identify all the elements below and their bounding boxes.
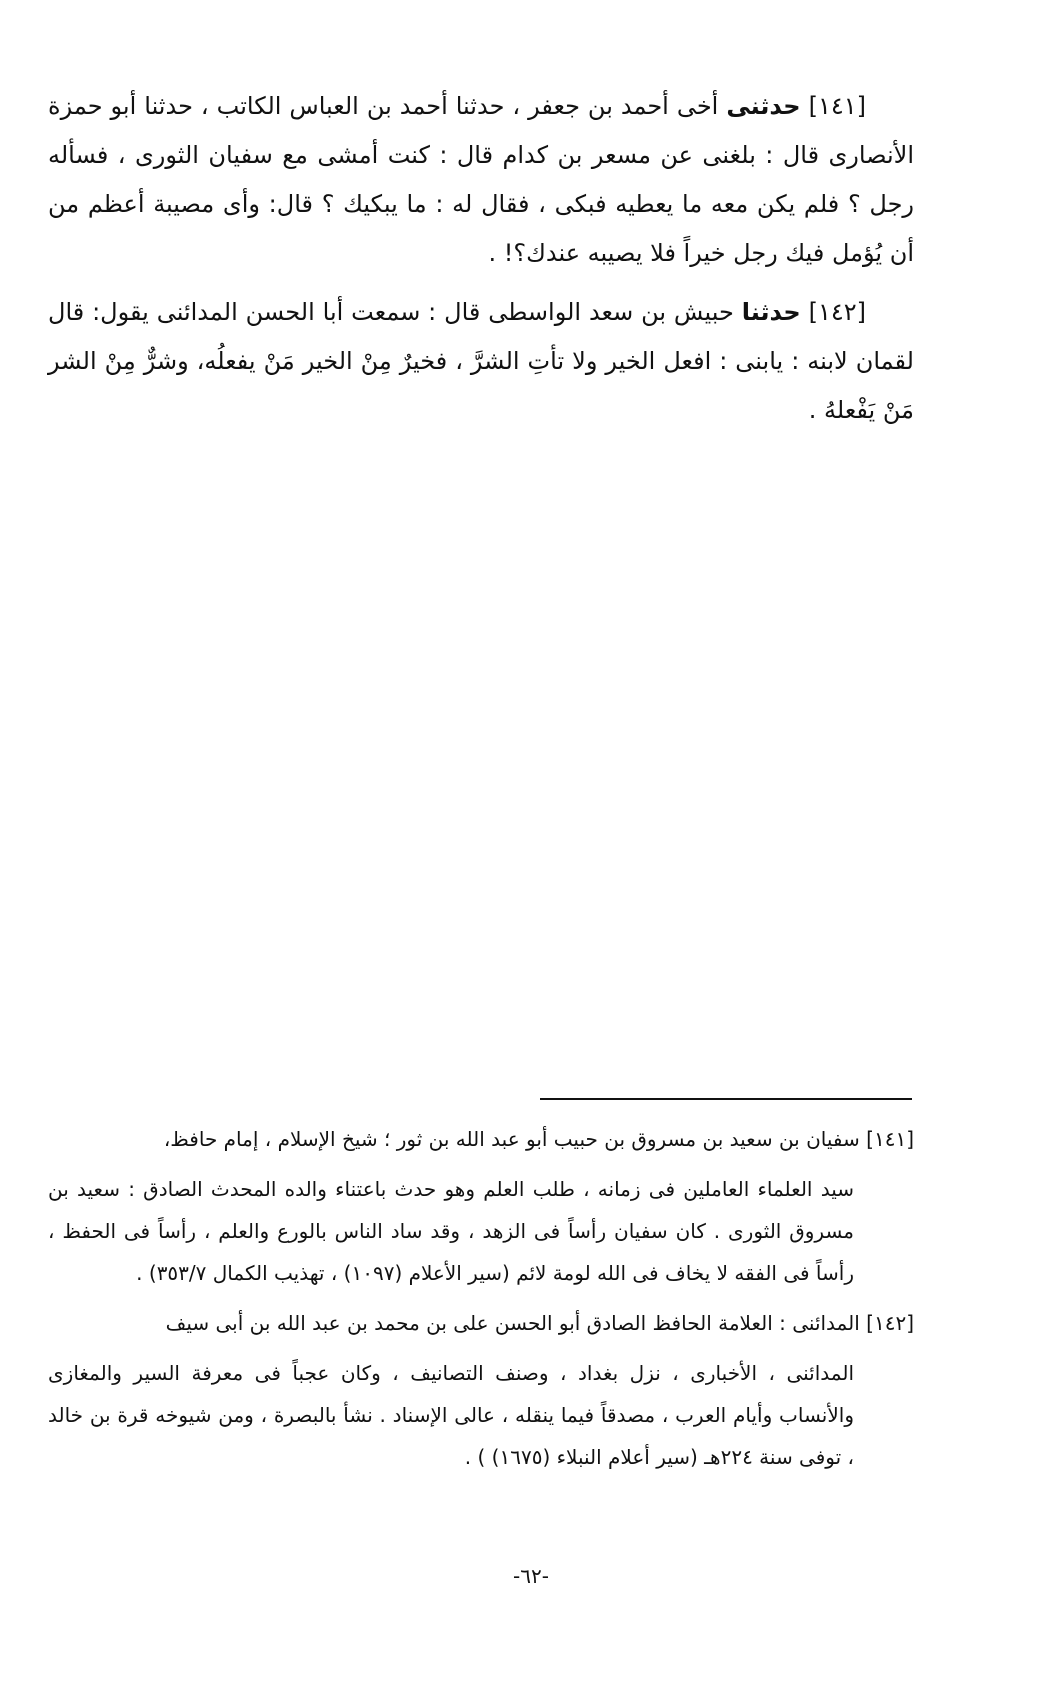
footnote-number: [١٤٢]: [866, 1311, 914, 1335]
paragraph-141: [48, 82, 914, 278]
paragraph-text: حبيش بن سعد الواسطى قال : سمعت أبا الحسن المدائنى يقول: قال لقمان لابنه : يابنى : افعل الخير ولا تأتِ الشرَّ ، فخيرٌ مِنْ الخير مَنْ يفعلُه، وشرٌّ مِنْ الشر مَنْ يَفْعلهُ .: [48, 298, 914, 424]
narration-keyword: حدثنا: [741, 298, 801, 326]
footnote-separator: [540, 1098, 912, 1100]
paragraph-number: [١٤٢]: [808, 298, 866, 326]
footnote-142-continued: المدائنى ، الأخبارى ، نزل بغداد ، وصنف التصانيف ، وكان عجباً فى معرفة السير والمغازى والأنساب وأيام العرب ، مصدقاً فيما ينقله ، عالى الإسناد . نشأ بالبصرة ، ومن شيوخه قرة بن خالد ، توفى سنة ٢٢٤هـ (سير أعلام النبلاء (١٦٧٥) ) .: [48, 1361, 854, 1469]
footnotes: [48, 1118, 914, 1486]
main-text: [48, 82, 914, 445]
footnote-142: [48, 1302, 914, 1344]
footnote-141: [48, 1118, 914, 1160]
paragraph-142: [48, 288, 914, 435]
footnote-141-continued: سيد العلماء العاملين فى زمانه ، طلب العلم وهو حدث باعتناء والده المحدث الصادق : سعيد بن مسروق الثورى . كان سفيان رأساً فى الزهد ، وقد ساد الناس بالورع والعلم ، رأساً فى الحفظ ، رأساً فى الفقه لا يخاف فى الله لومة لائم (سير الأعلام (١٠٩٧) ، تهذيب الكمال ٣٥٣/٧) .: [48, 1177, 854, 1285]
footnote-first-line: المدائنى : العلامة الحافظ الصادق أبو الحسن على بن محمد بن عبد الله بن أبى سيف: [165, 1311, 867, 1335]
footnote-number: [١٤١]: [866, 1127, 914, 1151]
paragraph-number: [١٤١]: [808, 92, 866, 120]
page-number: -٦٢-: [513, 1564, 549, 1588]
footnote-first-line: سفيان بن سعيد بن مسروق بن حبيب أبو عبد الله بن ثور ؛ شيخ الإسلام ، إمام حافظ،: [163, 1127, 867, 1151]
paragraph-text: أخى أحمد بن جعفر ، حدثنا أحمد بن العباس الكاتب ، حدثنا أبو حمزة الأنصارى قال : بلغنى عن مسعر بن كدام قال : كنت أمشى مع سفيان الثورى ، فسأله رجل ؟ فلم يكن معه ما يعطيه فبكى ، فقال له : ما يبكيك ؟ قال: وأى مصيبة أعظم من أن يُؤمل فيك رجل خيراً فلا يصيبه عندك؟! .: [48, 92, 914, 267]
narration-keyword: حدثنى: [726, 92, 801, 120]
